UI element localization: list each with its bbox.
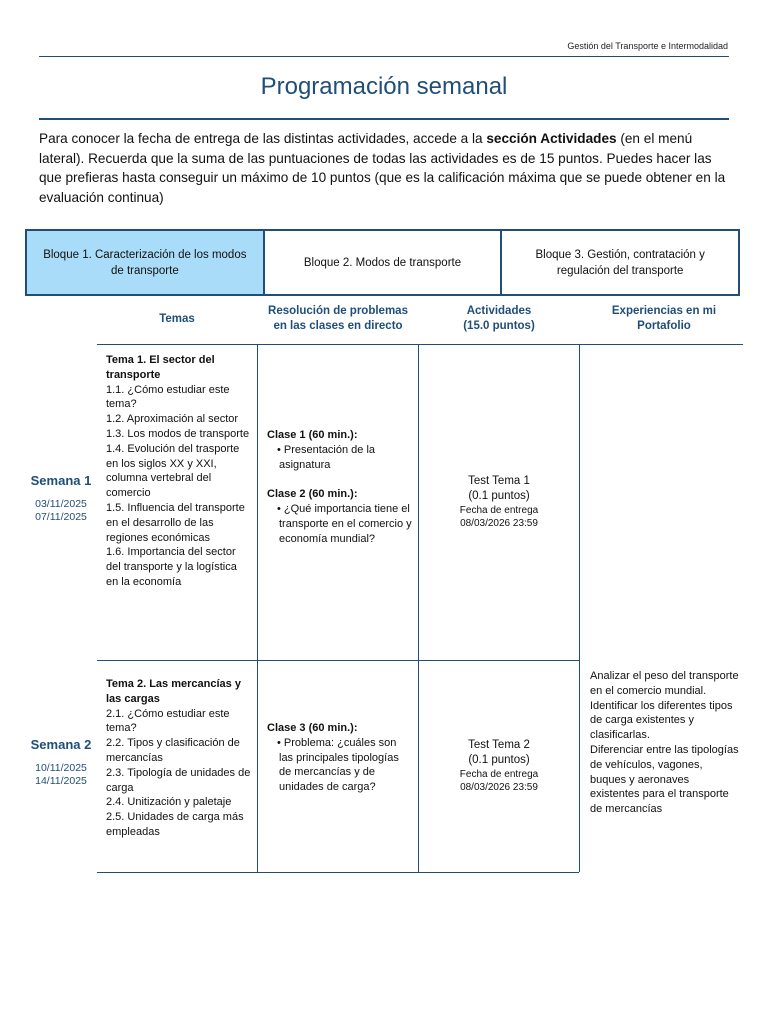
clase-title: Clase 2 (60 min.): xyxy=(267,488,358,501)
activity-due-label: Fecha de entrega xyxy=(459,505,539,516)
intro-text-start: Para conocer la fecha de entrega de las distintas actividades, accede a la xyxy=(39,131,487,146)
column-divider-3 xyxy=(579,344,580,872)
tema-item: 1.5. Influencia del transporte en el desarrollo de las regiones económicas xyxy=(106,501,245,544)
week-2-activity[interactable] xyxy=(420,738,578,794)
activity-name: Test Tema 2 xyxy=(468,739,530,751)
page-title: Programación semanal xyxy=(260,73,508,100)
table-header-divider xyxy=(97,344,743,345)
title-divider xyxy=(39,118,729,120)
week-2-label xyxy=(25,737,97,788)
column-divider-2 xyxy=(418,344,419,872)
column-header-actividades xyxy=(420,304,578,334)
activity-name: Test Tema 1 xyxy=(468,475,530,487)
tema-item: 2.5. Unidades de carga más empleadas xyxy=(106,811,244,838)
portfolio-experiences: Analizar el peso del transporte en el comercio mundial. Identificar los diferentes tipos de carga existentes y clasificarlas. Diferenciar entre las tipologías de vehículos, vagones, buques y aeronaves existentes para el transporte de mercancías xyxy=(590,670,739,816)
clase-spacer xyxy=(267,472,413,487)
column-header-temas: Temas xyxy=(159,313,195,325)
tab-bloque-1[interactable]: Bloque 1. Caracterización de los modos de transporte xyxy=(27,231,263,294)
column-header-actividades-points: (15.0 puntos) xyxy=(463,320,535,332)
tema-item: 1.2. Aproximación al sector xyxy=(106,413,239,426)
clase-topic: • ¿Qué importancia tiene el transporte en el comercio y economía mundial? xyxy=(277,502,412,545)
activity-due-date: 08/03/2026 23:59 xyxy=(460,782,538,793)
week-divider xyxy=(97,660,579,661)
week-2-clases xyxy=(267,721,413,795)
clase-topic: • Presentación de la asignatura xyxy=(277,443,376,471)
column-header-actividades-label: Actividades xyxy=(466,305,532,317)
tema-item: 1.6. Importancia del sector del transporte y la logística en la economía xyxy=(106,546,237,588)
tema-title: Tema 1. El sector del transporte xyxy=(106,354,215,381)
week-start-date: 03/11/2025 xyxy=(35,498,87,510)
activity-due-label: Fecha de entrega xyxy=(459,769,539,780)
tema-item: 2.2. Tipos y clasificación de mercancías xyxy=(106,737,240,764)
clase-title: Clase 3 (60 min.): xyxy=(267,722,358,734)
column-header-resolucion: Resolución de problemas en las clases en directo xyxy=(268,305,408,332)
week-1-temas xyxy=(106,353,251,590)
week-name: Semana 2 xyxy=(30,737,92,752)
week-dates xyxy=(25,762,97,788)
week-name: Semana 1 xyxy=(30,473,92,488)
clase-topic: • Problema: ¿cuáles son las principales tipologías de mercancías y de unidades de carga? xyxy=(277,736,399,794)
tema-title: Tema 2. Las mercancías y las cargas xyxy=(106,678,241,705)
column-divider-1 xyxy=(257,344,258,872)
tab-bloque-3[interactable]: Bloque 3. Gestión, contratación y regulación del transporte xyxy=(500,231,738,294)
tema-item: 2.3. Tipología de unidades de carga xyxy=(106,766,251,794)
intro-paragraph xyxy=(39,129,731,207)
activities-section-link: sección Actividades xyxy=(486,131,617,146)
intro-text-end: (en el menú lateral). Recuerda que la suma de las puntuaciones de todas las actividades es de 15 puntos. Puedes hacer las que prefieras hasta conseguir un máximo de 10 puntos (que es la calificación máxima que se puede obtener en la evaluación continua) xyxy=(39,131,726,205)
week-start-date: 10/11/2025 xyxy=(35,762,87,774)
tema-item: 1.1. ¿Cómo estudiar este tema? xyxy=(106,383,230,411)
tema-item: 2.1. ¿Cómo estudiar este tema? xyxy=(106,707,230,735)
column-header-experiencias: Experiencias en mi Portafolio xyxy=(611,305,717,332)
week-1-clases xyxy=(267,428,413,546)
document-header-title: Gestión del Transporte e Intermodalidad xyxy=(567,41,728,51)
week-end-date: 14/11/2025 xyxy=(35,775,87,787)
week-1-activity[interactable] xyxy=(420,474,578,530)
block-tabs xyxy=(25,229,740,296)
tema-item: 1.4. Evolución del trasporte en los siglos XX y XXI, columna vertebral del comercio xyxy=(106,442,240,500)
table-bottom-border xyxy=(97,872,579,873)
activity-points: (0.1 puntos) xyxy=(468,490,530,502)
clase-title: Clase 1 (60 min.): xyxy=(267,429,358,441)
week-2-temas xyxy=(106,677,251,840)
week-dates xyxy=(25,498,97,524)
week-1-label xyxy=(25,473,97,524)
tab-bloque-2[interactable]: Bloque 2. Modos de transporte xyxy=(263,231,501,294)
header-divider xyxy=(39,56,729,57)
activity-points: (0.1 puntos) xyxy=(468,754,530,766)
activity-due-date: 08/03/2026 23:59 xyxy=(460,518,538,529)
week-end-date: 07/11/2025 xyxy=(35,511,87,523)
tema-item: 1.3. Los modos de transporte xyxy=(106,427,250,440)
tema-item: 2.4. Unitización y paletaje xyxy=(106,796,232,809)
